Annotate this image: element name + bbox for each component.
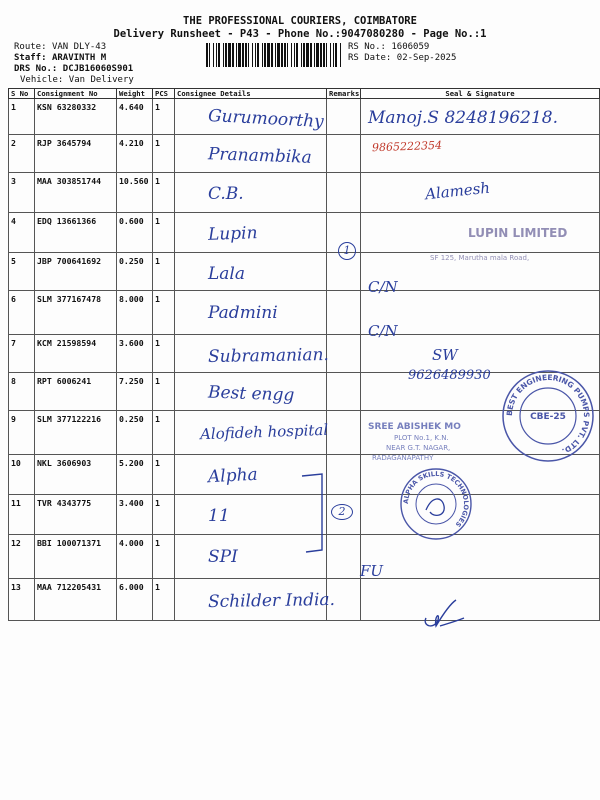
sno-cell: 5 (9, 253, 35, 291)
sno-cell: 11 (9, 495, 35, 535)
pcs-cell: 1 (153, 173, 175, 213)
barcode-bar (340, 43, 341, 67)
consignment-cell: RJP 3645794 (35, 135, 117, 173)
signature-row-7b: 9626489930 (408, 368, 491, 383)
barcode-bar (303, 43, 305, 67)
barcode-bar (206, 43, 208, 67)
consignee-cell (175, 173, 327, 213)
sno-cell: 10 (9, 455, 35, 495)
weight-cell: 8.000 (117, 291, 153, 335)
signature-row-7a: SW (432, 346, 458, 364)
pcs-cell: 1 (153, 535, 175, 579)
drs-line (14, 64, 133, 75)
staff-value: ARAVINTH M (51, 53, 107, 63)
consignee-handwritten-2: Pranambika (207, 143, 312, 168)
seal-cell (361, 335, 600, 373)
pcs-cell: 1 (153, 579, 175, 621)
sno-cell: 4 (9, 213, 35, 253)
barcode-bar (316, 43, 319, 67)
remark-row-10: 2 (331, 504, 353, 520)
barcode-bar (232, 43, 234, 67)
lupin-stamp-name: LUPIN LIMITED (468, 226, 568, 240)
remarks-cell (327, 135, 361, 173)
table-header-row (9, 89, 600, 99)
weight-cell: 10.560 (117, 173, 153, 213)
consignee-handwritten-13: Schilder India. (207, 589, 336, 612)
barcode-bar (245, 43, 247, 67)
sno-cell: 8 (9, 373, 35, 411)
runsheet-subtitle: Delivery Runsheet - P43 - Phone No.:9047080280 - Page No.:1 (113, 28, 487, 40)
remark-row-4: 1 (338, 242, 356, 260)
weight-cell: 4.210 (117, 135, 153, 173)
seal-cell (361, 495, 600, 535)
weight-cell: 3.600 (117, 335, 153, 373)
weight-cell: 6.000 (117, 579, 153, 621)
barcode-bar (213, 43, 214, 67)
barcode-bar (216, 43, 217, 67)
barcode-bar (262, 43, 263, 67)
barcode-bar (335, 43, 337, 67)
barcode-bar (326, 43, 327, 67)
company-title: THE PROFESSIONAL COURIERS, COIMBATORE (183, 15, 417, 27)
consignment-cell: JBP 700641692 (35, 253, 117, 291)
signature-row-13 (420, 596, 470, 636)
table-row (9, 173, 600, 213)
weight-cell: 0.250 (117, 253, 153, 291)
pcs-cell: 1 (153, 335, 175, 373)
route-label: Route: (14, 42, 47, 52)
drs-value: DCJB16060S901 (62, 64, 134, 74)
abishek-stamp-address3: RADAGANAPATHY (372, 454, 434, 462)
consignment-cell: TVR 4343775 (35, 495, 117, 535)
barcode-bar (291, 43, 292, 67)
consignee-handwritten-3: C.B. (208, 184, 244, 204)
barcode-bar (238, 43, 241, 67)
barcode-bar (301, 43, 302, 67)
consignee-handwritten-12: SPI (208, 547, 238, 567)
barcode-bar (333, 43, 334, 67)
weight-cell: 0.250 (117, 411, 153, 455)
barcode-bar (275, 43, 276, 67)
sno-cell: 6 (9, 291, 35, 335)
consignee-cell (175, 253, 327, 291)
barcode-bar (314, 43, 315, 67)
seal-cell (361, 579, 600, 621)
pcs-cell: 1 (153, 495, 175, 535)
col-remarks: Remarks (327, 89, 361, 99)
consignee-handwritten-10: Alpha (207, 464, 259, 488)
route-value: VAN DLY-43 (51, 42, 107, 52)
alpha-seal-ring-text: ALPHA SKILLS TECHNOLOGIES (401, 469, 471, 529)
rs-no-line (348, 42, 429, 53)
consignee-handwritten-7: Subramanian. (207, 344, 330, 367)
remarks-cell (327, 373, 361, 411)
signature-row-6: C/N (368, 322, 398, 340)
barcode-bar (209, 43, 210, 67)
rs-date-line (348, 53, 456, 64)
consignment-cell: BBI 100071371 (35, 535, 117, 579)
weight-cell: 4.640 (117, 99, 153, 135)
barcode-bar (323, 43, 325, 67)
vehicle-value: Van Delivery (68, 75, 134, 85)
barcode-bar (296, 43, 298, 67)
seal-cell (361, 535, 600, 579)
table-row (9, 291, 600, 335)
remarks-cell (327, 291, 361, 335)
consignment-cell: EDQ 13661366 (35, 213, 117, 253)
weight-cell: 4.000 (117, 535, 153, 579)
sno-cell: 3 (9, 173, 35, 213)
barcode-bar (294, 43, 295, 67)
consignee-handwritten-8: Best engg (207, 382, 295, 405)
consignment-cell: KCM 21598594 (35, 335, 117, 373)
col-weight: Weight (117, 89, 153, 99)
barcode (206, 43, 344, 67)
consignee-handwritten-11: 11 (208, 506, 230, 526)
consignee-handwritten-1: Gurumoorthy (207, 105, 325, 133)
pcs-cell: 1 (153, 373, 175, 411)
consignment-cell: MAA 303851744 (35, 173, 117, 213)
pcs-cell: 1 (153, 135, 175, 173)
remarks-cell (327, 173, 361, 213)
rs-no-label: RS No.: (348, 42, 386, 52)
sno-cell: 2 (9, 135, 35, 173)
signature-row-5: C/N (368, 278, 398, 296)
consignment-cell: MAA 712205431 (35, 579, 117, 621)
rs-date-label: RS Date: (348, 53, 392, 63)
consignment-cell: SLM 377122216 (35, 411, 117, 455)
pcs-cell: 1 (153, 213, 175, 253)
signature-row-3: Alamesh (424, 178, 491, 204)
weight-cell: 7.250 (117, 373, 153, 411)
col-consignment: Consignment No (35, 89, 117, 99)
col-seal: Seal & Signature (361, 89, 600, 99)
barcode-bar (257, 43, 259, 67)
barcode-bar (267, 43, 270, 67)
consignee-handwritten-6: Padmini (208, 303, 278, 323)
lupin-stamp-address: SF 125, Marutha mala Road, (430, 254, 530, 262)
weight-cell: 3.400 (117, 495, 153, 535)
abishek-stamp-address: PLOT No.1, K.N. (394, 434, 449, 442)
signature-row-12: FU (360, 562, 384, 580)
barcode-bar (242, 43, 244, 67)
barcode-bar (225, 43, 227, 67)
best-seal-ring-text: BEST ENGINEERING PUMPS PVT. LTD. (504, 372, 592, 456)
pcs-cell: 1 (153, 291, 175, 335)
vehicle-label: Vehicle: (20, 75, 64, 85)
col-sno: S No (9, 89, 35, 99)
barcode-bar (255, 43, 256, 67)
sno-cell: 7 (9, 335, 35, 373)
barcode-bar (236, 43, 237, 67)
abishek-stamp-name: SREE ABISHEK MO (368, 422, 461, 432)
signature-row-2: 9865222354 (371, 138, 443, 155)
barcode-bar (287, 43, 288, 67)
consignee-handwritten-9: Alofideh hospital (199, 420, 329, 444)
barcode-bar (218, 43, 220, 67)
barcode-bar (252, 43, 253, 67)
pcs-cell: 1 (153, 253, 175, 291)
barcode-bar (310, 43, 312, 67)
barcode-bar (223, 43, 224, 67)
barcode-bar (320, 43, 322, 67)
staff-line (14, 53, 106, 64)
barcode-bar (228, 43, 231, 67)
abishek-stamp-address2: NEAR G.T. NAGAR, (386, 444, 451, 452)
consignment-cell: NKL 3606903 (35, 455, 117, 495)
barcode-bar (264, 43, 266, 67)
col-pcs: PCS (153, 89, 175, 99)
barcode-bar (248, 43, 249, 67)
vehicle-line (20, 75, 134, 86)
drs-label: DRS No.: (14, 64, 58, 74)
sno-cell: 9 (9, 411, 35, 455)
best-engineering-seal (500, 368, 596, 464)
consignee-handwritten-5: Lala (208, 263, 245, 284)
consignment-cell: SLM 377167478 (35, 291, 117, 335)
barcode-bar (306, 43, 309, 67)
pcs-cell: 1 (153, 99, 175, 135)
sno-cell: 1 (9, 99, 35, 135)
rs-no-value: 1606059 (391, 42, 430, 52)
barcode-bar (277, 43, 280, 67)
consignment-cell: KSN 63280332 (35, 99, 117, 135)
staff-label: Staff: (14, 53, 47, 63)
consignment-cell: RPT 6006241 (35, 373, 117, 411)
barcode-bar (284, 43, 286, 67)
alpha-seal (398, 466, 474, 542)
weight-cell: 0.600 (117, 213, 153, 253)
barcode-bar (281, 43, 283, 67)
pcs-cell: 1 (153, 411, 175, 455)
consignee-handwritten-4: Lupin (207, 223, 258, 245)
remarks-cell (327, 535, 361, 579)
pcs-cell: 1 (153, 455, 175, 495)
route-line (14, 42, 106, 53)
bracket-mark (300, 470, 330, 560)
rs-date-value: 02-Sep-2025 (396, 53, 457, 63)
barcode-bar (330, 43, 331, 67)
weight-cell: 5.200 (117, 455, 153, 495)
remarks-cell (327, 455, 361, 495)
sno-cell: 12 (9, 535, 35, 579)
remarks-cell (327, 99, 361, 135)
remarks-cell (327, 411, 361, 455)
signature-row-1: Manoj.S 8248196218. (368, 108, 559, 128)
remarks-cell (327, 335, 361, 373)
barcode-bar (271, 43, 273, 67)
sno-cell: 13 (9, 579, 35, 621)
col-consignee: Consignee Details (175, 89, 327, 99)
best-seal-center: CBE-25 (530, 412, 566, 422)
